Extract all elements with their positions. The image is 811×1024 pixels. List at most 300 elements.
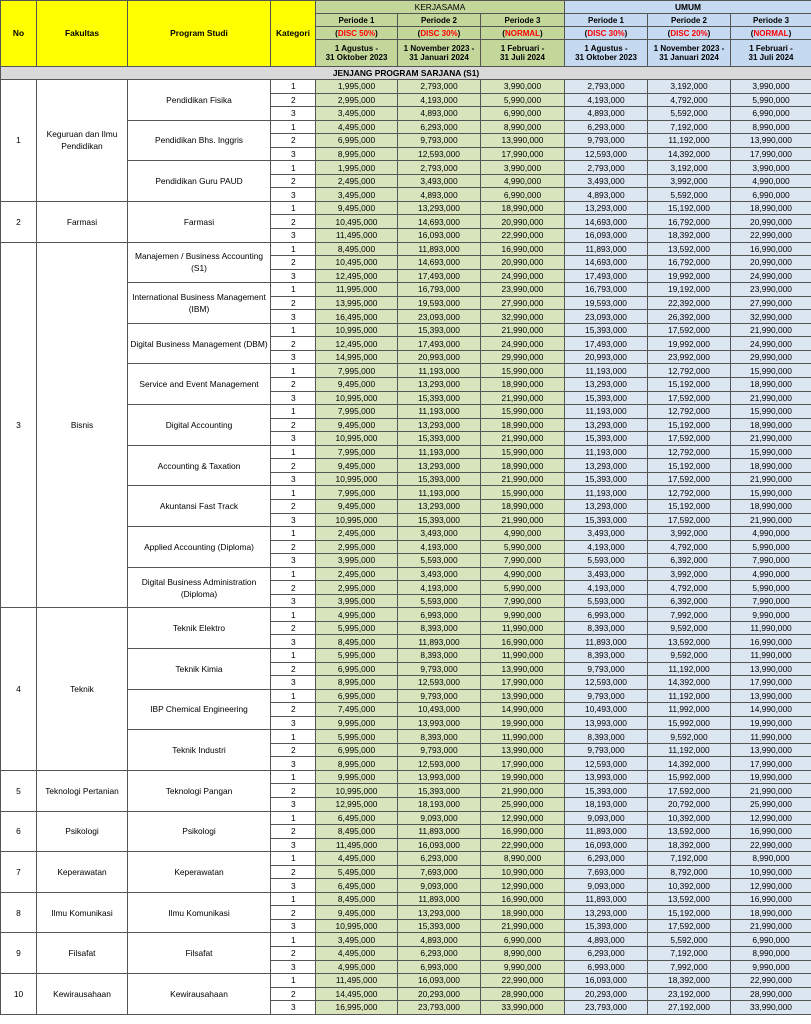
kerjasama-price-cell: 6,995,000: [316, 134, 398, 148]
discount-label: NORMAL: [753, 28, 789, 38]
umum-price-cell: 10,392,000: [648, 811, 731, 825]
kerjasama-price-cell: 2,495,000: [316, 567, 398, 581]
kerjasama-price-cell: 4,495,000: [316, 852, 398, 866]
umum-price-cell: 14,990,000: [731, 703, 811, 717]
umum-price-cell: 6,293,000: [565, 120, 648, 134]
umum-price-cell: 17,493,000: [565, 337, 648, 351]
faculty-name: Farmasi: [37, 201, 128, 242]
kerjasama-price-cell: 5,593,000: [398, 594, 481, 608]
category-cell: 2: [271, 337, 316, 351]
category-cell: 1: [271, 852, 316, 866]
category-cell: 1: [271, 364, 316, 378]
umum-price-cell: 12,792,000: [648, 364, 731, 378]
umum-price-cell: 9,592,000: [648, 730, 731, 744]
kerjasama-price-cell: 8,495,000: [316, 825, 398, 839]
kerjasama-price-cell: 1,995,000: [316, 80, 398, 94]
umum-price-cell: 9,093,000: [565, 811, 648, 825]
umum-price-cell: 11,893,000: [565, 892, 648, 906]
umum-price-cell: 11,893,000: [565, 635, 648, 649]
umum-price-cell: 3,493,000: [565, 567, 648, 581]
umum-price-cell: 13,990,000: [731, 689, 811, 703]
kerjasama-price-cell: 9,990,000: [481, 608, 565, 622]
kerjasama-price-cell: 6,293,000: [398, 947, 481, 961]
umum-price-cell: 22,990,000: [731, 838, 811, 852]
category-cell: 3: [271, 107, 316, 121]
umum-price-cell: 11,192,000: [648, 662, 731, 676]
category-cell: 2: [271, 662, 316, 676]
kerjasama-price-cell: 19,593,000: [398, 296, 481, 310]
umum-price-cell: 23,093,000: [565, 310, 648, 324]
kerjasama-price-cell: 8,990,000: [481, 947, 565, 961]
discount-label: DISC 30%: [420, 28, 458, 38]
kerjasama-price-cell: 13,993,000: [398, 770, 481, 784]
kerjasama-price-cell: 18,990,000: [481, 906, 565, 920]
kerjasama-price-cell: 20,990,000: [481, 215, 565, 229]
category-cell: 2: [271, 784, 316, 798]
category-cell: 3: [271, 188, 316, 202]
category-cell: 3: [271, 310, 316, 324]
umum-price-cell: 11,990,000: [731, 648, 811, 662]
category-cell: 2: [271, 459, 316, 473]
umum-price-cell: 13,990,000: [731, 134, 811, 148]
kerjasama-price-cell: 9,495,000: [316, 459, 398, 473]
umum-price-cell: 18,990,000: [731, 418, 811, 432]
kerjasama-price-cell: 7,995,000: [316, 405, 398, 419]
umum-price-cell: 4,990,000: [731, 527, 811, 541]
kerjasama-price-cell: 4,193,000: [398, 581, 481, 595]
umum-price-cell: 6,990,000: [731, 188, 811, 202]
kerjasama-price-cell: 3,995,000: [316, 594, 398, 608]
umum-price-cell: 15,992,000: [648, 716, 731, 730]
umum-price-cell: 17,990,000: [731, 757, 811, 771]
kerjasama-price-cell: 12,495,000: [316, 337, 398, 351]
kerjasama-price-cell: 16,990,000: [481, 892, 565, 906]
umum-price-cell: 13,293,000: [565, 499, 648, 513]
header-u-periode-2: Periode 2: [648, 14, 731, 27]
umum-price-cell: 15,192,000: [648, 418, 731, 432]
kerjasama-price-cell: 21,990,000: [481, 513, 565, 527]
kerjasama-price-cell: 7,995,000: [316, 364, 398, 378]
umum-price-cell: 9,990,000: [731, 608, 811, 622]
faculty-number: 7: [1, 852, 37, 893]
umum-price-cell: 5,592,000: [648, 107, 731, 121]
category-cell: 3: [271, 269, 316, 283]
category-cell: 2: [271, 581, 316, 595]
header-k-date-2: 1 November 2023 - 31 Januari 2024: [398, 40, 481, 67]
kerjasama-price-cell: 20,293,000: [398, 987, 481, 1001]
umum-price-cell: 8,990,000: [731, 852, 811, 866]
umum-price-cell: 12,593,000: [565, 147, 648, 161]
header-u-periode-3: Periode 3: [731, 14, 811, 27]
kerjasama-price-cell: 18,990,000: [481, 418, 565, 432]
kerjasama-price-cell: 3,493,000: [398, 174, 481, 188]
umum-price-cell: 15,393,000: [565, 432, 648, 446]
umum-price-cell: 14,392,000: [648, 757, 731, 771]
umum-price-cell: 3,192,000: [648, 161, 731, 175]
category-cell: 1: [271, 120, 316, 134]
kerjasama-price-cell: 12,990,000: [481, 879, 565, 893]
program-name: IBP Chemical Engineering: [128, 689, 271, 730]
kerjasama-price-cell: 16,995,000: [316, 1001, 398, 1015]
umum-price-cell: 8,393,000: [565, 621, 648, 635]
umum-price-cell: 6,293,000: [565, 947, 648, 961]
kerjasama-price-cell: 4,990,000: [481, 567, 565, 581]
program-name: Ilmu Komunikasi: [128, 892, 271, 933]
kerjasama-price-cell: 2,793,000: [398, 80, 481, 94]
kerjasama-price-cell: 17,990,000: [481, 147, 565, 161]
umum-price-cell: 27,192,000: [648, 1001, 731, 1015]
kerjasama-price-cell: 5,990,000: [481, 93, 565, 107]
umum-price-cell: 21,990,000: [731, 784, 811, 798]
umum-price-cell: 16,990,000: [731, 635, 811, 649]
umum-price-cell: 15,393,000: [565, 391, 648, 405]
category-cell: 3: [271, 391, 316, 405]
kerjasama-price-cell: 21,990,000: [481, 472, 565, 486]
umum-price-cell: 4,893,000: [565, 188, 648, 202]
kerjasama-price-cell: 27,990,000: [481, 296, 565, 310]
table-row: [1, 811, 811, 825]
program-name: Digital Business Management (DBM): [128, 323, 271, 364]
faculty-number: 10: [1, 974, 37, 1015]
kerjasama-price-cell: 16,093,000: [398, 838, 481, 852]
umum-price-cell: 7,192,000: [648, 120, 731, 134]
category-cell: 3: [271, 716, 316, 730]
category-cell: 2: [271, 906, 316, 920]
umum-price-cell: 11,893,000: [565, 242, 648, 256]
header-no: No: [1, 1, 37, 67]
umum-price-cell: 12,792,000: [648, 445, 731, 459]
kerjasama-price-cell: 12,995,000: [316, 797, 398, 811]
header-u-disc-2: (DISC 20%): [648, 27, 731, 40]
kerjasama-price-cell: 6,990,000: [481, 188, 565, 202]
category-cell: 2: [271, 499, 316, 513]
table-row: [1, 608, 811, 622]
header-k-periode-1: Periode 1: [316, 14, 398, 27]
level-header: JENJANG PROGRAM SARJANA (S1): [1, 67, 811, 80]
umum-price-cell: 15,990,000: [731, 445, 811, 459]
kerjasama-price-cell: 11,990,000: [481, 730, 565, 744]
umum-price-cell: 7,990,000: [731, 554, 811, 568]
umum-price-cell: 21,990,000: [731, 323, 811, 337]
kerjasama-price-cell: 13,993,000: [398, 716, 481, 730]
umum-price-cell: 13,592,000: [648, 892, 731, 906]
umum-price-cell: 7,693,000: [565, 865, 648, 879]
table-row: [1, 974, 811, 988]
kerjasama-price-cell: 2,495,000: [316, 527, 398, 541]
table-row: [1, 933, 811, 947]
category-cell: 1: [271, 648, 316, 662]
faculty-name: Keperawatan: [37, 852, 128, 893]
kerjasama-price-cell: 4,995,000: [316, 960, 398, 974]
kerjasama-price-cell: 15,990,000: [481, 445, 565, 459]
umum-price-cell: 13,293,000: [565, 906, 648, 920]
kerjasama-price-cell: 16,990,000: [481, 635, 565, 649]
kerjasama-price-cell: 3,495,000: [316, 188, 398, 202]
kerjasama-price-cell: 25,990,000: [481, 797, 565, 811]
umum-price-cell: 4,893,000: [565, 107, 648, 121]
umum-price-cell: 5,990,000: [731, 581, 811, 595]
kerjasama-price-cell: 13,990,000: [481, 743, 565, 757]
umum-price-cell: 11,990,000: [731, 621, 811, 635]
kerjasama-price-cell: 19,990,000: [481, 770, 565, 784]
category-cell: 2: [271, 93, 316, 107]
umum-price-cell: 4,990,000: [731, 174, 811, 188]
umum-price-cell: 7,992,000: [648, 960, 731, 974]
umum-price-cell: 3,493,000: [565, 527, 648, 541]
kerjasama-price-cell: 10,995,000: [316, 513, 398, 527]
umum-price-cell: 16,792,000: [648, 215, 731, 229]
umum-price-cell: 16,792,000: [648, 256, 731, 270]
category-cell: 3: [271, 432, 316, 446]
category-cell: 3: [271, 635, 316, 649]
kerjasama-price-cell: 9,495,000: [316, 499, 398, 513]
kerjasama-price-cell: 15,990,000: [481, 364, 565, 378]
kerjasama-price-cell: 23,990,000: [481, 283, 565, 297]
program-name: Teknik Kimia: [128, 648, 271, 689]
umum-price-cell: 33,990,000: [731, 1001, 811, 1015]
umum-price-cell: 3,990,000: [731, 161, 811, 175]
kerjasama-price-cell: 21,990,000: [481, 391, 565, 405]
umum-price-cell: 22,990,000: [731, 974, 811, 988]
kerjasama-price-cell: 22,990,000: [481, 229, 565, 243]
umum-price-cell: 18,990,000: [731, 459, 811, 473]
faculty-number: 5: [1, 770, 37, 811]
program-name: Keperawatan: [128, 852, 271, 893]
umum-price-cell: 24,990,000: [731, 337, 811, 351]
umum-price-cell: 14,392,000: [648, 147, 731, 161]
kerjasama-price-cell: 17,493,000: [398, 269, 481, 283]
kerjasama-price-cell: 23,793,000: [398, 1001, 481, 1015]
category-cell: 3: [271, 838, 316, 852]
kerjasama-price-cell: 15,393,000: [398, 391, 481, 405]
umum-price-cell: 5,593,000: [565, 594, 648, 608]
kerjasama-price-cell: 2,995,000: [316, 93, 398, 107]
umum-price-cell: 15,393,000: [565, 323, 648, 337]
faculty-name: Teknik: [37, 608, 128, 771]
umum-price-cell: 22,392,000: [648, 296, 731, 310]
kerjasama-price-cell: 10,995,000: [316, 472, 398, 486]
umum-price-cell: 19,593,000: [565, 296, 648, 310]
table-row: [1, 852, 811, 866]
kerjasama-price-cell: 23,093,000: [398, 310, 481, 324]
category-cell: 2: [271, 215, 316, 229]
umum-price-cell: 17,990,000: [731, 676, 811, 690]
umum-price-cell: 16,093,000: [565, 229, 648, 243]
category-cell: 1: [271, 770, 316, 784]
discount-label: DISC 30%: [587, 28, 625, 38]
umum-price-cell: 9,793,000: [565, 689, 648, 703]
kerjasama-price-cell: 6,995,000: [316, 689, 398, 703]
category-cell: 3: [271, 1001, 316, 1015]
table-row: [1, 892, 811, 906]
kerjasama-price-cell: 11,193,000: [398, 405, 481, 419]
category-cell: 1: [271, 201, 316, 215]
kerjasama-price-cell: 18,990,000: [481, 201, 565, 215]
kerjasama-price-cell: 4,995,000: [316, 608, 398, 622]
kerjasama-price-cell: 20,990,000: [481, 256, 565, 270]
kerjasama-price-cell: 13,990,000: [481, 662, 565, 676]
umum-price-cell: 4,792,000: [648, 93, 731, 107]
faculty-name: Bisnis: [37, 242, 128, 608]
umum-price-cell: 17,592,000: [648, 513, 731, 527]
kerjasama-price-cell: 8,995,000: [316, 757, 398, 771]
umum-price-cell: 12,792,000: [648, 486, 731, 500]
umum-price-cell: 6,993,000: [565, 960, 648, 974]
kerjasama-price-cell: 15,393,000: [398, 513, 481, 527]
umum-price-cell: 6,392,000: [648, 594, 731, 608]
kerjasama-price-cell: 5,495,000: [316, 865, 398, 879]
umum-price-cell: 6,293,000: [565, 852, 648, 866]
umum-price-cell: 20,990,000: [731, 256, 811, 270]
table-body: [1, 80, 811, 1015]
kerjasama-price-cell: 6,995,000: [316, 743, 398, 757]
program-name: Kewirausahaan: [128, 974, 271, 1015]
category-cell: 3: [271, 960, 316, 974]
kerjasama-price-cell: 6,990,000: [481, 107, 565, 121]
category-cell: 1: [271, 486, 316, 500]
kerjasama-price-cell: 8,495,000: [316, 635, 398, 649]
umum-price-cell: 11,990,000: [731, 730, 811, 744]
umum-price-cell: 13,293,000: [565, 378, 648, 392]
kerjasama-price-cell: 17,990,000: [481, 676, 565, 690]
umum-price-cell: 18,392,000: [648, 974, 731, 988]
kerjasama-price-cell: 9,093,000: [398, 811, 481, 825]
header-fakultas: Fakultas: [37, 1, 128, 67]
kerjasama-price-cell: 3,493,000: [398, 567, 481, 581]
kerjasama-price-cell: 8,995,000: [316, 676, 398, 690]
umum-price-cell: 15,192,000: [648, 201, 731, 215]
umum-price-cell: 18,392,000: [648, 838, 731, 852]
kerjasama-price-cell: 8,393,000: [398, 730, 481, 744]
kerjasama-price-cell: 8,495,000: [316, 242, 398, 256]
kerjasama-price-cell: 13,990,000: [481, 689, 565, 703]
umum-price-cell: 28,990,000: [731, 987, 811, 1001]
kerjasama-price-cell: 9,995,000: [316, 716, 398, 730]
table-header: [1, 1, 811, 80]
umum-price-cell: 4,193,000: [565, 581, 648, 595]
umum-price-cell: 19,992,000: [648, 337, 731, 351]
umum-price-cell: 15,393,000: [565, 784, 648, 798]
umum-price-cell: 5,593,000: [565, 554, 648, 568]
table-row: [1, 80, 811, 94]
category-cell: 1: [271, 242, 316, 256]
category-cell: 2: [271, 743, 316, 757]
kerjasama-price-cell: 17,493,000: [398, 337, 481, 351]
umum-price-cell: 10,392,000: [648, 879, 731, 893]
umum-price-cell: 3,992,000: [648, 174, 731, 188]
umum-price-cell: 16,793,000: [565, 283, 648, 297]
kerjasama-price-cell: 13,293,000: [398, 499, 481, 513]
umum-price-cell: 10,990,000: [731, 865, 811, 879]
umum-price-cell: 13,592,000: [648, 635, 731, 649]
kerjasama-price-cell: 4,990,000: [481, 174, 565, 188]
umum-price-cell: 23,793,000: [565, 1001, 648, 1015]
kerjasama-price-cell: 13,293,000: [398, 459, 481, 473]
umum-price-cell: 13,990,000: [731, 743, 811, 757]
umum-price-cell: 18,193,000: [565, 797, 648, 811]
umum-price-cell: 15,990,000: [731, 486, 811, 500]
kerjasama-price-cell: 13,293,000: [398, 378, 481, 392]
category-cell: 2: [271, 703, 316, 717]
kerjasama-price-cell: 6,995,000: [316, 662, 398, 676]
program-name: Teknik Elektro: [128, 608, 271, 649]
kerjasama-price-cell: 13,293,000: [398, 201, 481, 215]
umum-price-cell: 4,792,000: [648, 581, 731, 595]
category-cell: 1: [271, 445, 316, 459]
kerjasama-price-cell: 5,995,000: [316, 621, 398, 635]
category-cell: 3: [271, 757, 316, 771]
kerjasama-price-cell: 3,495,000: [316, 933, 398, 947]
umum-price-cell: 2,793,000: [565, 161, 648, 175]
kerjasama-price-cell: 18,990,000: [481, 459, 565, 473]
category-cell: 3: [271, 350, 316, 364]
umum-price-cell: 15,192,000: [648, 459, 731, 473]
category-cell: 1: [271, 933, 316, 947]
kerjasama-price-cell: 13,990,000: [481, 134, 565, 148]
category-cell: 1: [271, 323, 316, 337]
umum-price-cell: 16,990,000: [731, 825, 811, 839]
umum-price-cell: 11,992,000: [648, 703, 731, 717]
umum-price-cell: 20,792,000: [648, 797, 731, 811]
kerjasama-price-cell: 9,495,000: [316, 906, 398, 920]
kerjasama-price-cell: 7,995,000: [316, 486, 398, 500]
kerjasama-price-cell: 8,990,000: [481, 852, 565, 866]
umum-price-cell: 15,990,000: [731, 364, 811, 378]
umum-price-cell: 5,592,000: [648, 188, 731, 202]
umum-price-cell: 14,693,000: [565, 256, 648, 270]
program-name: Akuntansi Fast Track: [128, 486, 271, 527]
category-cell: 3: [271, 229, 316, 243]
kerjasama-price-cell: 14,693,000: [398, 215, 481, 229]
umum-price-cell: 3,992,000: [648, 567, 731, 581]
kerjasama-price-cell: 21,990,000: [481, 323, 565, 337]
umum-price-cell: 15,393,000: [565, 919, 648, 933]
kerjasama-price-cell: 15,990,000: [481, 486, 565, 500]
umum-price-cell: 6,993,000: [565, 608, 648, 622]
umum-price-cell: 9,093,000: [565, 879, 648, 893]
faculty-name: Keguruan dan Ilmu Pendidikan: [37, 80, 128, 202]
kerjasama-price-cell: 28,990,000: [481, 987, 565, 1001]
category-cell: 2: [271, 174, 316, 188]
kerjasama-price-cell: 11,995,000: [316, 283, 398, 297]
header-umum: UMUM: [565, 1, 811, 14]
umum-price-cell: 21,990,000: [731, 472, 811, 486]
kerjasama-price-cell: 12,593,000: [398, 676, 481, 690]
umum-price-cell: 23,192,000: [648, 987, 731, 1001]
umum-price-cell: 21,990,000: [731, 391, 811, 405]
kerjasama-price-cell: 7,495,000: [316, 703, 398, 717]
umum-price-cell: 4,990,000: [731, 567, 811, 581]
faculty-name: Teknologi Pertanian: [37, 770, 128, 811]
kerjasama-price-cell: 4,893,000: [398, 107, 481, 121]
category-cell: 3: [271, 594, 316, 608]
umum-price-cell: 6,990,000: [731, 933, 811, 947]
umum-price-cell: 11,193,000: [565, 486, 648, 500]
faculty-number: 1: [1, 80, 37, 202]
kerjasama-price-cell: 11,193,000: [398, 364, 481, 378]
faculty-number: 8: [1, 892, 37, 933]
kerjasama-price-cell: 11,495,000: [316, 974, 398, 988]
program-name: Pendidikan Guru PAUD: [128, 161, 271, 202]
kerjasama-price-cell: 15,393,000: [398, 432, 481, 446]
umum-price-cell: 9,793,000: [565, 743, 648, 757]
umum-price-cell: 14,392,000: [648, 676, 731, 690]
kerjasama-price-cell: 19,990,000: [481, 716, 565, 730]
umum-price-cell: 9,592,000: [648, 621, 731, 635]
kerjasama-price-cell: 4,495,000: [316, 120, 398, 134]
umum-price-cell: 20,293,000: [565, 987, 648, 1001]
kerjasama-price-cell: 9,793,000: [398, 689, 481, 703]
